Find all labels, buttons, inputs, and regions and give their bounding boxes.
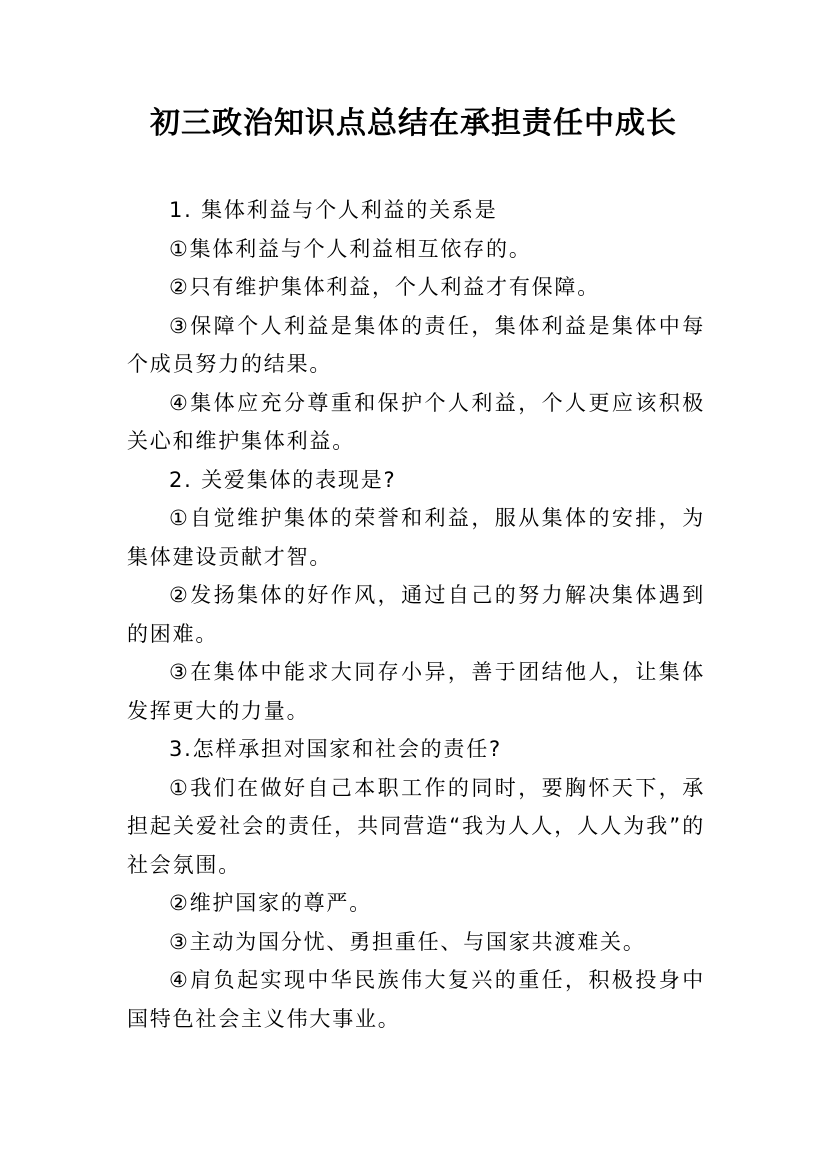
document-body [127, 191, 705, 1038]
paragraph-1-item-1: ①集体利益与个人利益相互依存的。 [169, 236, 532, 261]
paragraph-2-item-2: ②发扬集体的好作风，通过自己的努力解决集体遇到的困难。 [127, 583, 705, 646]
paragraph-2-item-1: ①自觉维护集体的荣誉和利益，服从集体的安排，为集体建设贡献才智。 [127, 506, 705, 569]
paragraph-3-item-3: ③主动为国分忧、勇担重任、与国家共渡难关。 [169, 929, 646, 954]
paragraph-1-item-2: ②只有维护集体利益，个人利益才有保障。 [169, 275, 601, 299]
paragraph-3-heading: 3.怎样承担对国家和社会的责任? [169, 737, 502, 761]
paragraph-3-item-1: ①我们在做好自己本职工作的同时，要胸怀天下，承担起关爱社会的责任，共同营造“我为人人，人人为我”的社会氛围。 [127, 775, 705, 877]
paragraph-2-heading: 2. 关爱集体的表现是? [169, 467, 397, 492]
paragraph-2-item-3: ③在集体中能求大同存小异，善于团结他人，让集体发挥更大的力量。 [127, 660, 705, 723]
paragraph-1-item-4: ④集体应充分尊重和保护个人利益，个人更应该积极关心和维护集体利益。 [127, 390, 705, 453]
paragraph-3-item-4: ④肩负起实现中华民族伟大复兴的重任，积极投身中国特色社会主义伟大事业。 [127, 968, 705, 1031]
document-title: 初三政治知识点总结在承担责任中成长 [150, 106, 677, 141]
paragraph-1-heading: 1. 集体利益与个人利益的关系是 [169, 198, 498, 222]
paragraph-1-item-3: ③保障个人利益是集体的责任，集体利益是集体中每个成员努力的结果。 [127, 313, 705, 376]
paragraph-3-item-2: ②维护国家的尊严。 [169, 891, 373, 915]
